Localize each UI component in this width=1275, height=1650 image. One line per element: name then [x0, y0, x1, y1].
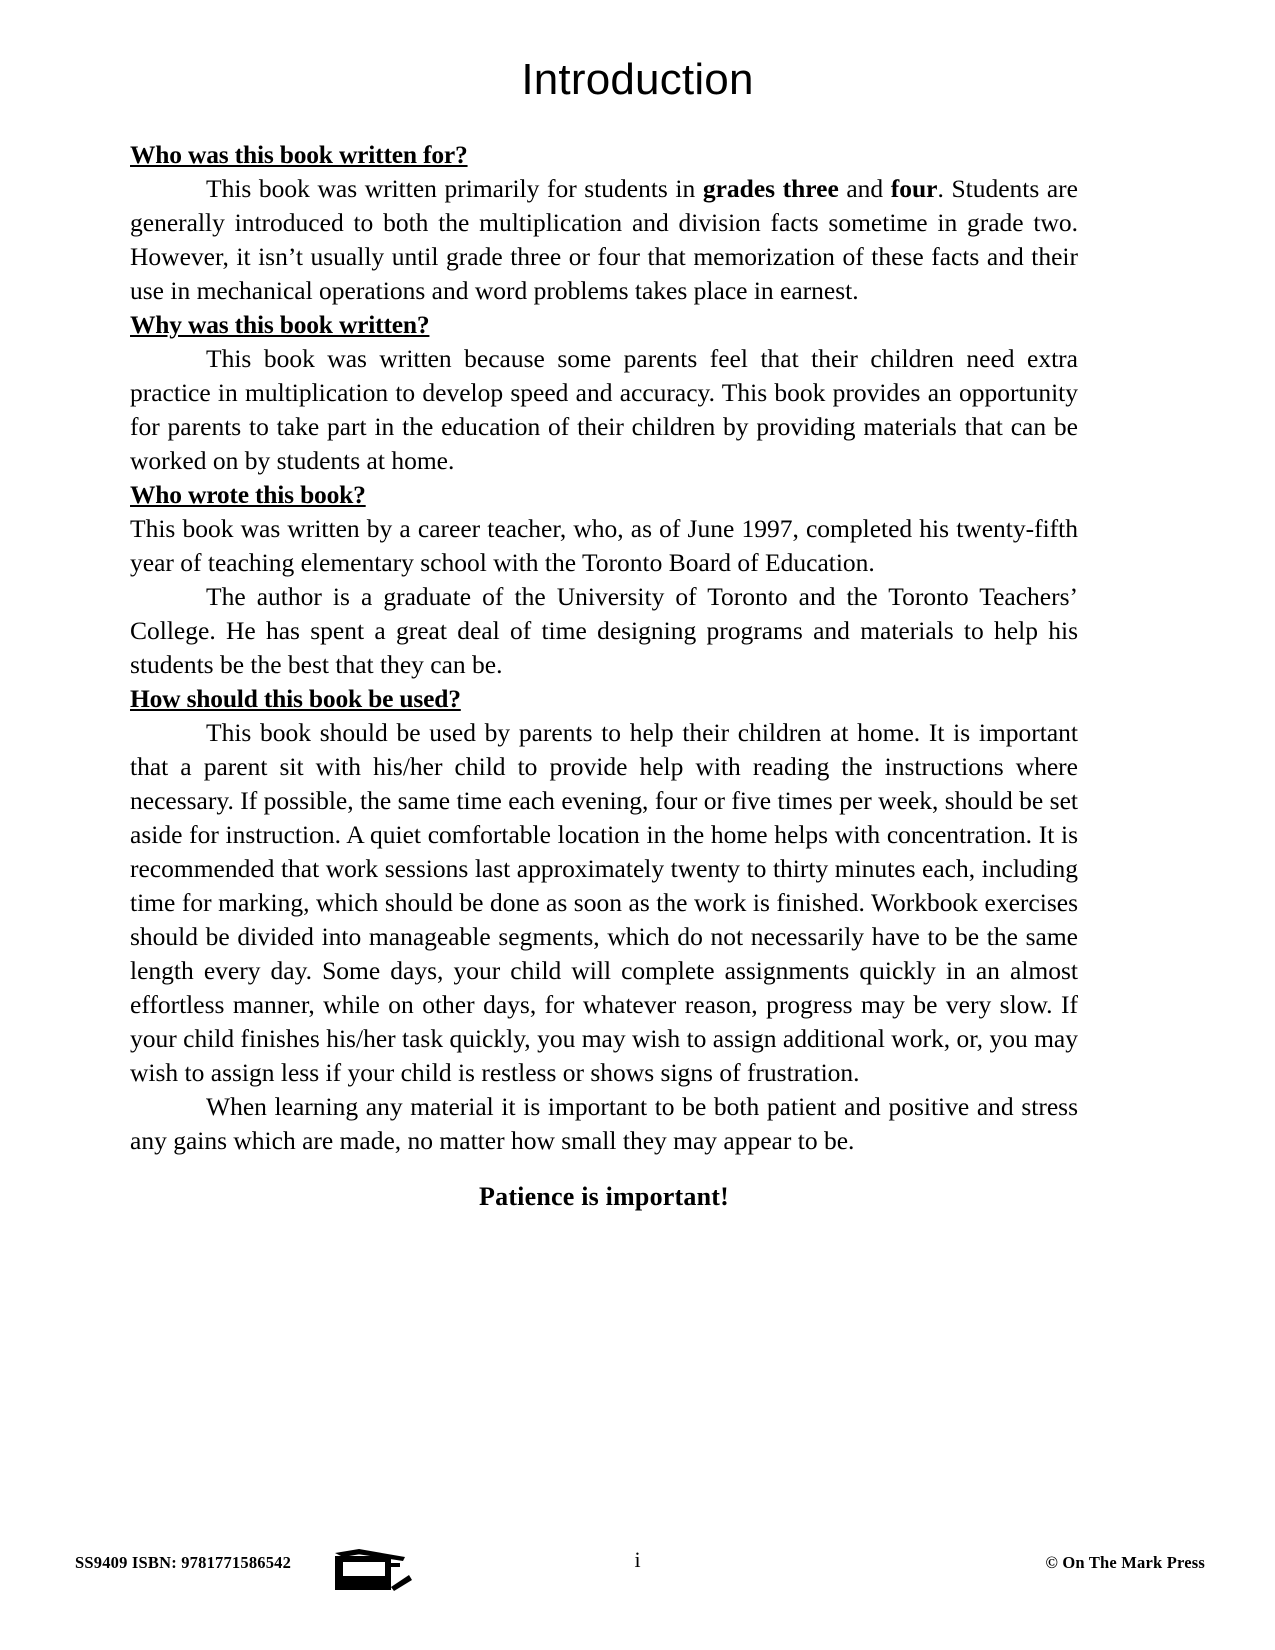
- body-paragraph: [130, 716, 1078, 1090]
- body-paragraph: [130, 580, 1078, 682]
- body-text: This book should be used by parents to help their children at home. It is important that a parent sit with his/her child to provide help with reading the instructions where necessary. If possible, the same time each evening, four or five times per week, should be set aside for instruction. A quiet comfortable location in the home helps with concentration. It is recommended that work sessions last approximately twenty to thirty minutes each, including time for marking, which should be done as soon as the work is finished. Workbook exercises should be divided into manageable segments, which do not necessarily have to be the same length every day. Some days, your child will complete assignments quickly in an almost effortless manner, while on other days, for whatever reason, progress may be very slow. If your child finishes his/her task quickly, you may wish to assign additional work, or, you may wish to assign less if your child is restless or shows signs of frustration.: [130, 718, 1078, 1087]
- body-text: This book was written by a career teacher, who, as of June 1997, completed his twenty-fifth year of teaching elementary school with the Toronto Board of Education.: [130, 514, 1078, 577]
- section-heading-who-was-this-book-written-for: Who was this book written for?: [130, 140, 468, 169]
- footer-isbn: SS9409 ISBN: 9781771586542: [75, 1553, 292, 1572]
- body-paragraph: [130, 172, 1078, 308]
- emphasis-text: grades three: [702, 174, 839, 203]
- document-body: [130, 138, 1078, 1214]
- body-text: When learning any material it is important to be both patient and positive and stress any gains which are made, no matter how small they may appear to be.: [130, 1092, 1078, 1155]
- page-title: Introduction: [521, 55, 754, 104]
- section-heading-why-was-this-book-written: Why was this book written?: [130, 310, 430, 339]
- body-paragraph: [130, 342, 1078, 478]
- section-heading-who-wrote-this-book: Who wrote this book?: [130, 480, 366, 509]
- body-text: and: [838, 174, 891, 203]
- body-paragraph: [130, 1090, 1078, 1158]
- emphasis-text: four: [890, 174, 938, 203]
- page-footer: [0, 1545, 1275, 1605]
- body-text: The author is a graduate of the University of Toronto and the Toronto Teachers’ College. He has spent a great deal of time designing programs and materials to help his students be the best that they can be.: [130, 582, 1078, 679]
- footer-copyright: © On The Mark Press: [1045, 1553, 1205, 1572]
- body-paragraph: [130, 512, 1078, 580]
- section-heading-how-should-this-book-be-used: How should this book be used?: [130, 684, 461, 713]
- closing-statement: Patience is important!: [479, 1182, 729, 1211]
- body-text: This book was written primarily for students in: [206, 174, 703, 203]
- page-number: i: [634, 1547, 641, 1572]
- body-text: . Students are generally introduced to both the multiplication and division facts sometime in grade two. However, it isn’t usually until grade three or four that memorization of these facts and their use in mechanical operations and word problems takes place in earnest.: [130, 174, 1078, 305]
- body-text: This book was written because some parents feel that their children need extra practice in multiplication to develop speed and accuracy. This book provides an opportunity for parents to take part in the education of their children by providing materials that can be worked on by students at home.: [130, 344, 1078, 475]
